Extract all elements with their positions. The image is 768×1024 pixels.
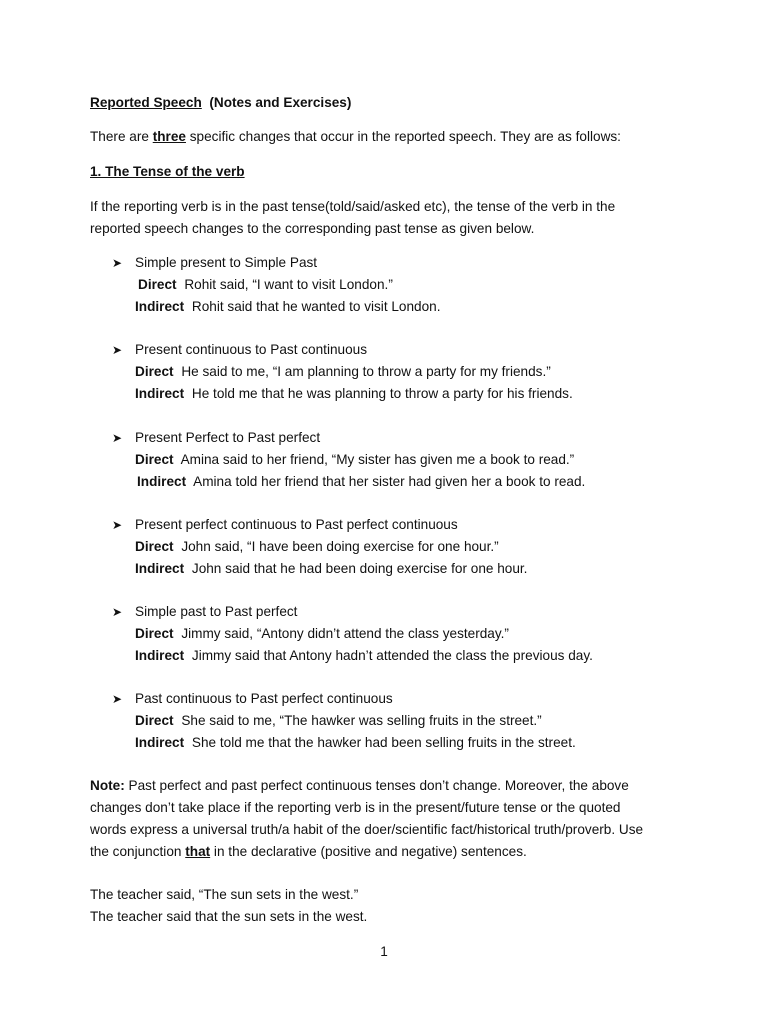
example-indirect: The teacher said that the sun sets in the west. bbox=[90, 909, 368, 924]
document-heading bbox=[90, 95, 351, 110]
bullet-title: Present Perfect to Past perfect bbox=[135, 430, 321, 445]
direct-example bbox=[135, 539, 499, 554]
note-line2: changes don’t take place if the reporting verb is in the present/future tense or the quoted bbox=[90, 800, 621, 815]
intro-line bbox=[90, 129, 621, 144]
bullet-title: Past continuous to Past perfect continuous bbox=[135, 691, 393, 706]
indirect-text: Amina told her friend that her sister had given her a book to read. bbox=[193, 474, 586, 489]
bullet-title: Simple past to Past perfect bbox=[135, 604, 298, 619]
indirect-text: John said that he had been doing exercise for one hour. bbox=[191, 561, 528, 576]
bullet-item bbox=[112, 517, 458, 532]
direct-example bbox=[138, 277, 393, 292]
direct-text: John said, “I have been doing exercise for one hour.” bbox=[181, 539, 499, 554]
direct-label: Direct bbox=[135, 452, 174, 467]
indirect-text: She told me that the hawker had been selling fruits in the street. bbox=[191, 735, 576, 750]
arrow-bullet-icon: ➤ bbox=[112, 431, 123, 445]
direct-text: Jimmy said, “Antony didn’t attend the class yesterday.” bbox=[181, 626, 509, 641]
indirect-example bbox=[137, 474, 585, 489]
note-label: Note: bbox=[90, 778, 125, 793]
heading-title: Reported Speech bbox=[90, 95, 202, 110]
bullet-item bbox=[112, 342, 367, 357]
indirect-label: Indirect bbox=[135, 299, 185, 314]
bullet-title: Present perfect continuous to Past perfect continuous bbox=[135, 517, 458, 532]
direct-example bbox=[135, 364, 551, 379]
note-text: Past perfect and past perfect continuous tenses don’t change. Moreover, the above bbox=[124, 778, 629, 793]
intro-pre: There are bbox=[90, 129, 153, 144]
direct-text: She said to me, “The hawker was selling fruits in the street.” bbox=[181, 713, 542, 728]
example-direct: The teacher said, “The sun sets in the west.” bbox=[90, 887, 359, 902]
direct-label: Direct bbox=[135, 626, 174, 641]
indirect-example bbox=[135, 299, 441, 314]
indirect-label: Indirect bbox=[135, 735, 185, 750]
direct-text: Amina said to her friend, “My sister has given me a book to read.” bbox=[180, 452, 575, 467]
indirect-text: Jimmy said that Antony hadn’t attended the class the previous day. bbox=[191, 648, 593, 663]
note-conjunction: that bbox=[185, 844, 211, 859]
bullet-title: Present continuous to Past continuous bbox=[135, 342, 367, 357]
bullet-item bbox=[112, 691, 393, 706]
note-line1 bbox=[90, 778, 629, 793]
direct-example bbox=[135, 452, 574, 467]
section1-title: 1. The Tense of the verb bbox=[90, 164, 245, 179]
indirect-label: Indirect bbox=[135, 386, 185, 401]
arrow-bullet-icon: ➤ bbox=[112, 256, 123, 270]
note-line4-post: in the declarative (positive and negative) sentences. bbox=[210, 844, 527, 859]
indirect-example bbox=[135, 386, 573, 401]
bullet-item bbox=[112, 255, 317, 270]
direct-text: He said to me, “I am planning to throw a party for my friends.” bbox=[181, 364, 551, 379]
direct-label: Direct bbox=[135, 364, 174, 379]
para1-line2: reported speech changes to the corresponding past tense as given below. bbox=[90, 221, 535, 236]
direct-text: Rohit said, “I want to visit London.” bbox=[184, 277, 393, 292]
direct-example bbox=[135, 713, 542, 728]
indirect-label: Indirect bbox=[135, 561, 185, 576]
indirect-label: Indirect bbox=[135, 648, 185, 663]
direct-label: Direct bbox=[138, 277, 177, 292]
arrow-bullet-icon: ➤ bbox=[112, 518, 123, 532]
note-line4 bbox=[90, 844, 527, 859]
para1-line1: If the reporting verb is in the past tense(told/said/asked etc), the tense of the verb in the bbox=[90, 199, 616, 214]
heading-subtitle: (Notes and Exercises) bbox=[209, 95, 352, 110]
bullet-item bbox=[112, 430, 320, 445]
direct-example bbox=[135, 626, 509, 641]
indirect-example bbox=[135, 648, 593, 663]
indirect-text: Rohit said that he wanted to visit London. bbox=[191, 299, 441, 314]
arrow-bullet-icon: ➤ bbox=[112, 605, 123, 619]
direct-label: Direct bbox=[135, 539, 174, 554]
bullet-title: Simple present to Simple Past bbox=[135, 255, 318, 270]
indirect-label: Indirect bbox=[137, 474, 187, 489]
indirect-example bbox=[135, 735, 576, 750]
arrow-bullet-icon: ➤ bbox=[112, 692, 123, 706]
intro-post: specific changes that occur in the reported speech. They are as follows: bbox=[185, 129, 621, 144]
note-line3: words express a universal truth/a habit of the doer/scientific fact/historical truth/proverb. Use bbox=[90, 822, 644, 837]
indirect-example bbox=[135, 561, 527, 576]
note-line4-pre: the conjunction bbox=[90, 844, 186, 859]
page-number: 1 bbox=[380, 944, 388, 959]
direct-label: Direct bbox=[135, 713, 174, 728]
bullet-item bbox=[112, 604, 297, 619]
intro-bold: three bbox=[152, 129, 186, 144]
arrow-bullet-icon: ➤ bbox=[112, 343, 123, 357]
indirect-text: He told me that he was planning to throw a party for his friends. bbox=[191, 386, 573, 401]
